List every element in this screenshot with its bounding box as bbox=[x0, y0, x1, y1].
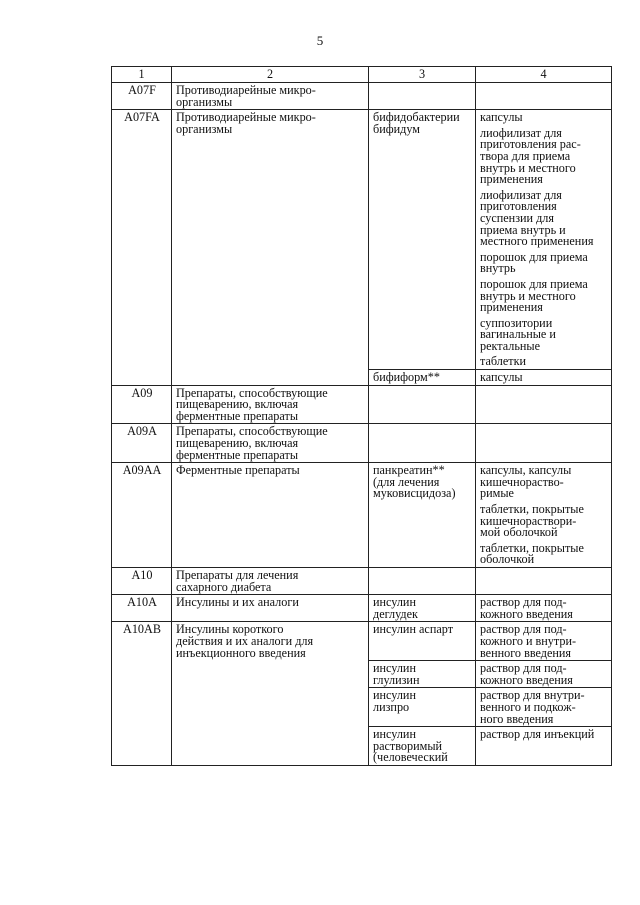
drug-name: бифидобактерии бифидум bbox=[369, 110, 476, 370]
drug-name: инсулин лизпро bbox=[369, 688, 476, 727]
table-row bbox=[112, 424, 612, 463]
atc-code: A09AA bbox=[112, 463, 172, 568]
atc-name: Препараты для лечения сахарного диабета bbox=[172, 567, 369, 594]
drug-name: бифиформ** bbox=[369, 370, 476, 386]
dosage-form: раствор для под- кожного введения bbox=[476, 661, 612, 688]
dosage-form-empty bbox=[476, 567, 612, 594]
drug-name: инсулин деглудек bbox=[369, 595, 476, 622]
dosage-form: капсулы, капсулы кишечнораство- римые bbox=[480, 463, 572, 501]
dosage-form: порошок для приема внутрь bbox=[480, 249, 588, 276]
dosage-form: капсулы bbox=[480, 110, 523, 125]
table-row bbox=[112, 622, 612, 661]
atc-name: Инсулины короткого действия и их аналоги для инъекционного введения bbox=[172, 622, 369, 766]
dosage-form: порошок для приема внутрь и местного применения bbox=[480, 276, 588, 315]
atc-name: Препараты, способствующие пищеварению, включая ферментные препараты bbox=[172, 385, 369, 424]
atc-name: Противодиарейные микро- организмы bbox=[172, 83, 369, 110]
dosage-form-empty bbox=[476, 424, 612, 463]
dosage-form-empty bbox=[476, 83, 612, 110]
drug-name: панкреатин** (для лечения муковисцидоза) bbox=[369, 463, 476, 568]
dosage-form-empty bbox=[476, 385, 612, 424]
drug-name: инсулин растворимый (человеческий bbox=[369, 727, 476, 766]
drug-name: инсулин аспарт bbox=[369, 622, 476, 661]
column-header-3: 3 bbox=[369, 67, 476, 83]
table-row bbox=[112, 463, 612, 568]
dosage-form: раствор для под- кожного введения bbox=[476, 595, 612, 622]
atc-name: Препараты, способствующие пищеварению, включая ферментные препараты bbox=[172, 424, 369, 463]
table-row bbox=[112, 567, 612, 594]
atc-name: Ферментные препараты bbox=[172, 463, 369, 568]
drug-name-empty bbox=[369, 567, 476, 594]
atc-code: A10A bbox=[112, 595, 172, 622]
dosage-form: раствор для под- кожного и внутри- венного введения bbox=[476, 622, 612, 661]
dosage-form: лиофилизат для приготовления рас- твора для приема внутрь и местного применения bbox=[480, 125, 581, 187]
table-header-row bbox=[112, 67, 612, 83]
column-header-1: 1 bbox=[112, 67, 172, 83]
drug-name-empty bbox=[369, 83, 476, 110]
dosage-form: таблетки, покрытые кишечнораствори- мой оболочкой bbox=[480, 502, 584, 540]
atc-code: A07F bbox=[112, 83, 172, 110]
drug-name: инсулин глулизин bbox=[369, 661, 476, 688]
atc-name: Противодиарейные микро- организмы bbox=[172, 110, 369, 385]
dosage-form: капсулы bbox=[476, 370, 612, 386]
dosage-form: суппозитории вагинальные и ректальные bbox=[480, 315, 556, 353]
dosage-form: раствор для внутри- венного и подкож- ного введения bbox=[476, 688, 612, 727]
drug-name-empty bbox=[369, 424, 476, 463]
atc-code: A10AB bbox=[112, 622, 172, 766]
dosage-form: таблетки bbox=[480, 354, 527, 369]
dosage-forms bbox=[476, 110, 612, 370]
column-header-2: 2 bbox=[172, 67, 369, 83]
dosage-form: лиофилизат для приготовления суспензии для приема внутрь и местного применения bbox=[480, 187, 594, 249]
drug-name-empty bbox=[369, 385, 476, 424]
atc-code: A09A bbox=[112, 424, 172, 463]
page-number: 5 bbox=[316, 33, 324, 48]
table-row bbox=[112, 385, 612, 424]
atc-name: Инсулины и их аналоги bbox=[172, 595, 369, 622]
table-row bbox=[112, 595, 612, 622]
dosage-form: раствор для инъекций bbox=[476, 727, 612, 766]
column-header-4: 4 bbox=[476, 67, 612, 83]
dosage-forms bbox=[476, 463, 612, 568]
table-row bbox=[112, 110, 612, 370]
medication-table bbox=[111, 66, 612, 766]
table-row bbox=[112, 83, 612, 110]
atc-code: A10 bbox=[112, 567, 172, 594]
atc-code: A09 bbox=[112, 385, 172, 424]
atc-code: A07FA bbox=[112, 110, 172, 385]
dosage-form: таблетки, покрытые оболочкой bbox=[480, 540, 584, 567]
